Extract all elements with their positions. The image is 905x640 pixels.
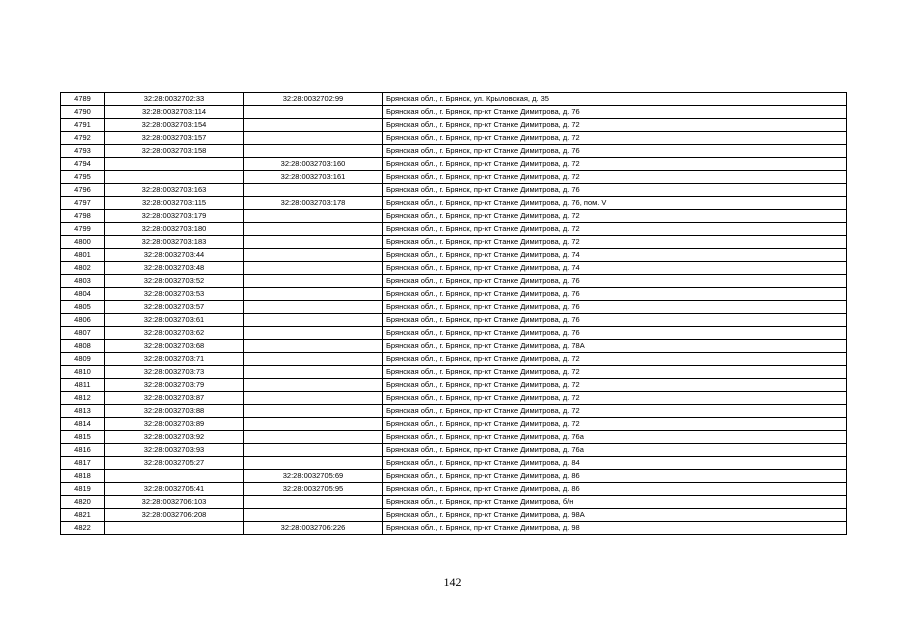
cadastral-number-cell: 32:28:0032703:115 — [105, 197, 244, 210]
row-number-cell: 4814 — [61, 418, 105, 431]
row-number-cell: 4793 — [61, 145, 105, 158]
cadastral-number-cell: 32:28:0032703:57 — [105, 301, 244, 314]
linked-cadastral-number-cell: 32:28:0032702:99 — [244, 93, 383, 106]
address-cell: Брянская обл., г. Брянск, пр-кт Станке Димитрова, д. 76 — [383, 106, 847, 119]
table-row — [61, 171, 847, 184]
row-number-cell: 4819 — [61, 483, 105, 496]
linked-cadastral-number-cell: 32:28:0032703:160 — [244, 158, 383, 171]
address-cell: Брянская обл., г. Брянск, пр-кт Станке Димитрова, д. 72 — [383, 236, 847, 249]
row-number-cell: 4794 — [61, 158, 105, 171]
linked-cadastral-number-cell — [244, 496, 383, 509]
linked-cadastral-number-cell — [244, 444, 383, 457]
table-row — [61, 392, 847, 405]
table-row — [61, 522, 847, 535]
table-row — [61, 288, 847, 301]
row-number-cell: 4800 — [61, 236, 105, 249]
address-cell: Брянская обл., г. Брянск, пр-кт Станке Димитрова, д. 72 — [383, 379, 847, 392]
address-cell: Брянская обл., г. Брянск, пр-кт Станке Димитрова, д. 76 — [383, 301, 847, 314]
cadastral-number-cell: 32:28:0032703:79 — [105, 379, 244, 392]
linked-cadastral-number-cell — [244, 314, 383, 327]
row-number-cell: 4811 — [61, 379, 105, 392]
cadastral-number-cell: 32:28:0032702:33 — [105, 93, 244, 106]
row-number-cell: 4812 — [61, 392, 105, 405]
linked-cadastral-number-cell — [244, 249, 383, 262]
table-row — [61, 275, 847, 288]
address-cell: Брянская обл., г. Брянск, пр-кт Станке Димитрова, д. 76 — [383, 288, 847, 301]
address-cell: Брянская обл., г. Брянск, пр-кт Станке Димитрова, д. 72 — [383, 210, 847, 223]
linked-cadastral-number-cell: 32:28:0032705:69 — [244, 470, 383, 483]
table-row — [61, 158, 847, 171]
row-number-cell: 4806 — [61, 314, 105, 327]
linked-cadastral-number-cell — [244, 431, 383, 444]
row-number-cell: 4813 — [61, 405, 105, 418]
cadastral-number-cell: 32:28:0032703:92 — [105, 431, 244, 444]
linked-cadastral-number-cell — [244, 392, 383, 405]
row-number-cell: 4803 — [61, 275, 105, 288]
address-cell: Брянская обл., г. Брянск, пр-кт Станке Димитрова, д. 76 — [383, 327, 847, 340]
table-row — [61, 132, 847, 145]
table-row — [61, 197, 847, 210]
cadastral-number-cell — [105, 171, 244, 184]
table-row — [61, 119, 847, 132]
address-cell: Брянская обл., г. Брянск, пр-кт Станке Димитрова, д. 76 — [383, 275, 847, 288]
table-row — [61, 340, 847, 353]
cadastral-number-cell: 32:28:0032703:53 — [105, 288, 244, 301]
address-cell: Брянская обл., г. Брянск, пр-кт Станке Димитрова, д. 76 — [383, 145, 847, 158]
cadastral-number-cell: 32:28:0032703:62 — [105, 327, 244, 340]
address-cell: Брянская обл., г. Брянск, пр-кт Станке Димитрова, д. 72 — [383, 158, 847, 171]
table-row — [61, 223, 847, 236]
table-row — [61, 314, 847, 327]
address-cell: Брянская обл., г. Брянск, пр-кт Станке Димитрова, д. 72 — [383, 171, 847, 184]
cadastral-number-cell: 32:28:0032703:48 — [105, 262, 244, 275]
cadastral-number-cell — [105, 522, 244, 535]
address-cell: Брянская обл., г. Брянск, пр-кт Станке Димитрова, д. 84 — [383, 457, 847, 470]
linked-cadastral-number-cell — [244, 509, 383, 522]
linked-cadastral-number-cell — [244, 275, 383, 288]
linked-cadastral-number-cell — [244, 379, 383, 392]
linked-cadastral-number-cell — [244, 353, 383, 366]
address-cell: Брянская обл., г. Брянск, пр-кт Станке Димитрова, д. 76 — [383, 314, 847, 327]
address-cell: Брянская обл., г. Брянск, пр-кт Станке Димитрова, д. 72 — [383, 132, 847, 145]
row-number-cell: 4821 — [61, 509, 105, 522]
address-cell: Брянская обл., г. Брянск, пр-кт Станке Димитрова, д. 78А — [383, 340, 847, 353]
cadastral-number-cell: 32:28:0032706:103 — [105, 496, 244, 509]
address-cell: Брянская обл., г. Брянск, пр-кт Станке Димитрова, д. 76 — [383, 184, 847, 197]
cadastral-number-cell: 32:28:0032703:68 — [105, 340, 244, 353]
linked-cadastral-number-cell — [244, 366, 383, 379]
cadastral-number-cell: 32:28:0032703:73 — [105, 366, 244, 379]
table-row — [61, 262, 847, 275]
row-number-cell: 4808 — [61, 340, 105, 353]
cadastral-number-cell: 32:28:0032703:52 — [105, 275, 244, 288]
cadastral-number-cell: 32:28:0032703:163 — [105, 184, 244, 197]
cadastral-number-cell: 32:28:0032703:87 — [105, 392, 244, 405]
table-row — [61, 470, 847, 483]
cadastral-number-cell: 32:28:0032703:44 — [105, 249, 244, 262]
table-row — [61, 145, 847, 158]
linked-cadastral-number-cell — [244, 236, 383, 249]
row-number-cell: 4802 — [61, 262, 105, 275]
table-row — [61, 106, 847, 119]
row-number-cell: 4807 — [61, 327, 105, 340]
row-number-cell: 4809 — [61, 353, 105, 366]
table-row — [61, 405, 847, 418]
row-number-cell: 4815 — [61, 431, 105, 444]
cadastral-number-cell: 32:28:0032703:88 — [105, 405, 244, 418]
table-row — [61, 496, 847, 509]
cadastral-number-cell: 32:28:0032705:27 — [105, 457, 244, 470]
address-cell: Брянская обл., г. Брянск, пр-кт Станке Димитрова, д. 72 — [383, 223, 847, 236]
table-row — [61, 327, 847, 340]
linked-cadastral-number-cell: 32:28:0032703:178 — [244, 197, 383, 210]
address-cell: Брянская обл., г. Брянск, пр-кт Станке Димитрова, д. 76а — [383, 444, 847, 457]
table-row — [61, 379, 847, 392]
linked-cadastral-number-cell: 32:28:0032706:226 — [244, 522, 383, 535]
linked-cadastral-number-cell — [244, 405, 383, 418]
row-number-cell: 4818 — [61, 470, 105, 483]
row-number-cell: 4798 — [61, 210, 105, 223]
table-row — [61, 353, 847, 366]
cadastral-number-cell: 32:28:0032703:61 — [105, 314, 244, 327]
linked-cadastral-number-cell — [244, 262, 383, 275]
cadastral-number-cell: 32:28:0032703:158 — [105, 145, 244, 158]
linked-cadastral-number-cell — [244, 132, 383, 145]
row-number-cell: 4797 — [61, 197, 105, 210]
cadastral-number-cell: 32:28:0032705:41 — [105, 483, 244, 496]
cadastral-number-cell: 32:28:0032703:180 — [105, 223, 244, 236]
page-number: 142 — [443, 575, 462, 589]
address-cell: Брянская обл., г. Брянск, пр-кт Станке Димитрова, д. 74 — [383, 262, 847, 275]
table-row — [61, 249, 847, 262]
linked-cadastral-number-cell: 32:28:0032705:95 — [244, 483, 383, 496]
linked-cadastral-number-cell — [244, 327, 383, 340]
cadastral-number-cell: 32:28:0032703:157 — [105, 132, 244, 145]
cadastral-number-cell: 32:28:0032703:114 — [105, 106, 244, 119]
cadastral-number-cell: 32:28:0032703:154 — [105, 119, 244, 132]
cadastral-table — [60, 92, 847, 535]
table-row — [61, 210, 847, 223]
row-number-cell: 4810 — [61, 366, 105, 379]
table-row — [61, 483, 847, 496]
linked-cadastral-number-cell — [244, 457, 383, 470]
address-cell: Брянская обл., г. Брянск, пр-кт Станке Димитрова, д. 72 — [383, 392, 847, 405]
linked-cadastral-number-cell — [244, 288, 383, 301]
address-cell: Брянская обл., г. Брянск, пр-кт Станке Димитрова, б/н — [383, 496, 847, 509]
address-cell: Брянская обл., г. Брянск, пр-кт Станке Димитрова, д. 98А — [383, 509, 847, 522]
cadastral-number-cell: 32:28:0032703:179 — [105, 210, 244, 223]
linked-cadastral-number-cell — [244, 210, 383, 223]
linked-cadastral-number-cell — [244, 418, 383, 431]
address-cell: Брянская обл., г. Брянск, пр-кт Станке Димитрова, д. 76а — [383, 431, 847, 444]
row-number-cell: 4795 — [61, 171, 105, 184]
address-cell: Брянская обл., г. Брянск, пр-кт Станке Димитрова, д. 72 — [383, 418, 847, 431]
row-number-cell: 4789 — [61, 93, 105, 106]
address-cell: Брянская обл., г. Брянск, пр-кт Станке Димитрова, д. 98 — [383, 522, 847, 535]
linked-cadastral-number-cell — [244, 340, 383, 353]
address-cell: Брянская обл., г. Брянск, пр-кт Станке Димитрова, д. 86 — [383, 470, 847, 483]
linked-cadastral-number-cell — [244, 184, 383, 197]
row-number-cell: 4804 — [61, 288, 105, 301]
table-row — [61, 93, 847, 106]
linked-cadastral-number-cell — [244, 145, 383, 158]
linked-cadastral-number-cell — [244, 301, 383, 314]
row-number-cell: 4796 — [61, 184, 105, 197]
row-number-cell: 4799 — [61, 223, 105, 236]
row-number-cell: 4790 — [61, 106, 105, 119]
row-number-cell: 4801 — [61, 249, 105, 262]
linked-cadastral-number-cell — [244, 106, 383, 119]
cadastral-number-cell: 32:28:0032706:208 — [105, 509, 244, 522]
table-row — [61, 444, 847, 457]
row-number-cell: 4817 — [61, 457, 105, 470]
address-cell: Брянская обл., г. Брянск, пр-кт Станке Димитрова, д. 76, пом. V — [383, 197, 847, 210]
table-row — [61, 457, 847, 470]
cadastral-number-cell: 32:28:0032703:89 — [105, 418, 244, 431]
table-row — [61, 366, 847, 379]
address-cell: Брянская обл., г. Брянск, пр-кт Станке Димитрова, д. 72 — [383, 366, 847, 379]
linked-cadastral-number-cell: 32:28:0032703:161 — [244, 171, 383, 184]
table-row — [61, 509, 847, 522]
cadastral-number-cell — [105, 470, 244, 483]
table-row — [61, 418, 847, 431]
address-cell: Брянская обл., г. Брянск, ул. Крыловская, д. 35 — [383, 93, 847, 106]
address-cell: Брянская обл., г. Брянск, пр-кт Станке Димитрова, д. 72 — [383, 405, 847, 418]
row-number-cell: 4792 — [61, 132, 105, 145]
row-number-cell: 4822 — [61, 522, 105, 535]
table-row — [61, 184, 847, 197]
row-number-cell: 4820 — [61, 496, 105, 509]
linked-cadastral-number-cell — [244, 119, 383, 132]
linked-cadastral-number-cell — [244, 223, 383, 236]
address-cell: Брянская обл., г. Брянск, пр-кт Станке Димитрова, д. 72 — [383, 353, 847, 366]
table-row — [61, 301, 847, 314]
table-row — [61, 431, 847, 444]
cadastral-number-cell: 32:28:0032703:183 — [105, 236, 244, 249]
row-number-cell: 4805 — [61, 301, 105, 314]
address-cell: Брянская обл., г. Брянск, пр-кт Станке Димитрова, д. 72 — [383, 119, 847, 132]
address-cell: Брянская обл., г. Брянск, пр-кт Станке Димитрова, д. 86 — [383, 483, 847, 496]
cadastral-number-cell — [105, 158, 244, 171]
cadastral-number-cell: 32:28:0032703:93 — [105, 444, 244, 457]
row-number-cell: 4816 — [61, 444, 105, 457]
table-row — [61, 236, 847, 249]
row-number-cell: 4791 — [61, 119, 105, 132]
cadastral-number-cell: 32:28:0032703:71 — [105, 353, 244, 366]
address-cell: Брянская обл., г. Брянск, пр-кт Станке Димитрова, д. 74 — [383, 249, 847, 262]
